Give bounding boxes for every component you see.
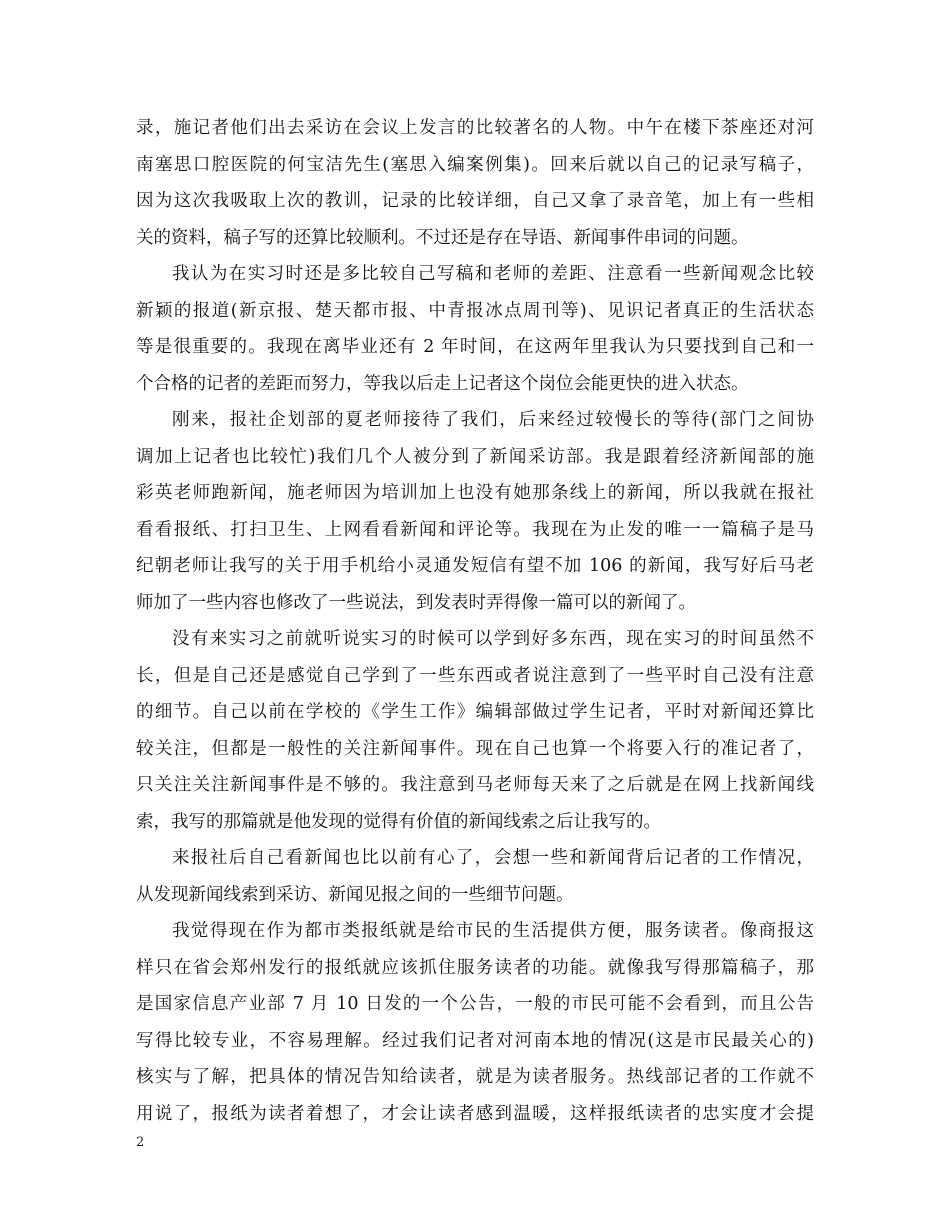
text-line: 因为这次我吸取上次的教训，记录的比较详细，自己又拿了录音笔，加上有一些相 [136, 191, 814, 211]
page-number: 2 [136, 1135, 145, 1150]
text-line: 没有来实习之前就听说实习的时候可以学到好多东西，现在实习的时间虽然不 [172, 629, 814, 649]
text-line: 纪朝老师让我写的关于用手机给小灵通发短信有望不加 106 的新闻，我写好后马老 [136, 556, 814, 576]
text-line: 看看报纸、打扫卫生、上网看看新闻和评论等。我现在为止发的唯一一篇稿子是马 [136, 519, 814, 540]
text-line: 只关注关注新闻事件是不够的。我注意到马老师每天来了之后就是在网上找新闻线 [136, 775, 814, 795]
text-line: 师加了一些内容也修改了一些说法，到发表时弄得像一篇可以的新闻了。 [136, 592, 696, 613]
text-line: 刚来，报社企划部的夏老师接待了我们，后来经过较慢长的等待(部门之间协 [172, 410, 814, 430]
text-line: 来报社后自己看新闻也比以前有心了，会想一些和新闻背后记者的工作情况， [172, 848, 814, 868]
text-line: 用说了，报纸为读者着想了，才会让读者感到温暖，这样报纸读者的忠实度才会提 [136, 1103, 814, 1124]
text-line: 写得比较专业，不容易理解。经过我们记者对河南本地的情况(这是市民最关心的) [136, 1030, 814, 1051]
text-line: 彩英老师跑新闻，施老师因为培训加上也没有她那条线上的新闻，所以我就在报社 [136, 483, 814, 503]
text-line: 我认为在实习时还是多比较自己写稿和老师的差距、注意看一些新闻观念比较 [172, 264, 814, 284]
text-line: 录，施记者他们出去采访在会议上发言的比较著名的人物。中午在楼下茶座还对河 [136, 118, 814, 138]
text-line: 调加上记者也比较忙)我们几个人被分到了新闻采访部。我是跟着经济新闻部的施 [136, 446, 814, 467]
text-line: 较关注，但都是一般性的关注新闻事件。现在自己也算一个将要入行的准记者了， [136, 738, 814, 759]
text-line: 从发现新闻线索到采访、新闻见报之间的一些细节问题。 [136, 884, 574, 905]
text-line: 的细节。自己以前在学校的《学生工作》编辑部做过学生记者，平时对新闻还算比 [136, 702, 814, 722]
text-line: 核实与了解，把具体的情况告知给读者，就是为读者服务。热线部记者的工作就不 [136, 1067, 814, 1087]
text-line: 个合格的记者的差距而努力，等我以后走上记者这个岗位会能更快的进入状态。 [136, 373, 749, 394]
text-line: 关的资料，稿子写的还算比较顺利。不过还是存在导语、新闻事件串词的问题。 [136, 227, 749, 248]
body-text [136, 110, 814, 1132]
text-line: 新颖的报道(新京报、楚天都市报、中青报冰点周刊等)、见识记者真正的生活状态 [136, 300, 814, 321]
text-line: 南塞思口腔医院的何宝洁先生(塞思入编案例集)。回来后就以自己的记录写稿子， [136, 154, 814, 175]
text-line: 索，我写的那篇就是他发现的觉得有价值的新闻线索之后让我写的。 [136, 811, 661, 832]
text-line: 等是很重要的。我现在离毕业还有 2 年时间，在这两年里我认为只要找到自己和一 [136, 337, 814, 357]
text-line: 长，但是自己还是感觉自己学到了一些东西或者说注意到了一些平时自己没有注意 [136, 665, 814, 686]
text-line: 是国家信息产业部 7 月 10 日发的一个公告，一般的市民可能不会看到，而且公告 [136, 994, 814, 1014]
text-line: 我觉得现在作为都市类报纸就是给市民的生活提供方便，服务读者。像商报这 [172, 921, 814, 941]
text-line: 样只在省会郑州发行的报纸就应该抓住服务读者的功能。就像我写得那篇稿子，那 [136, 957, 814, 978]
